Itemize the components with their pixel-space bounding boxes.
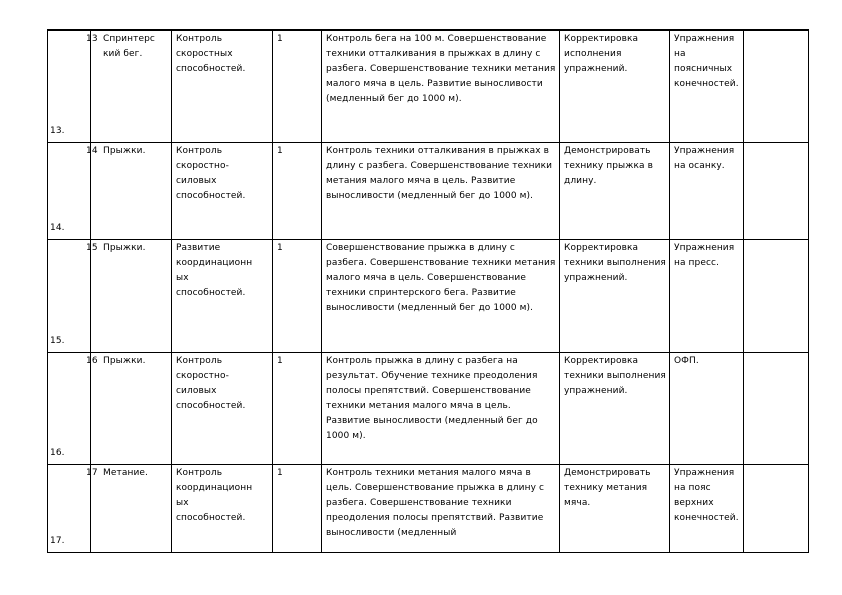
topic-cell xyxy=(86,352,172,464)
topic: Прыжки. xyxy=(103,242,146,253)
homework-cell: ОФП. xyxy=(670,352,744,464)
hours-cell: 1 xyxy=(273,30,322,142)
content-cell: Контроль бега на 100 м. Совершенствование техники отталкивания в прыжках в длину с разбега. Совершенствование техники метания малого мяча в цель. Развитие выносливости (медленный бег до 1000 м). xyxy=(322,30,560,142)
extra-cell xyxy=(744,142,809,239)
goal-cell: Контроль скоростно-силовых способностей. xyxy=(172,142,273,239)
content-cell: Контроль техники метания малого мяча в цель. Совершенствование прыжка в длину с разбега. Совершенствование техники преодоления полосы препятствий. Развитие выносливости (медленный xyxy=(322,464,560,552)
lesson-plan-table xyxy=(47,29,809,553)
lesson-number: 13 xyxy=(86,34,98,44)
hours-cell: 1 xyxy=(273,142,322,239)
lesson-number: 17 xyxy=(86,467,98,478)
row-number: 17. xyxy=(48,464,91,552)
correction-cell: Корректировка техники выполнения упражнений. xyxy=(560,239,670,352)
topic-cell xyxy=(86,30,172,142)
lesson-number: 16 xyxy=(86,355,98,366)
topic: Спринтерский бег. xyxy=(103,34,155,59)
correction-cell: Демонстрировать технику прыжка в длину. xyxy=(560,142,670,239)
table-row xyxy=(48,142,809,239)
extra-cell xyxy=(744,30,809,142)
hours-cell: 1 xyxy=(273,352,322,464)
table-row xyxy=(48,464,809,552)
table-row xyxy=(48,239,809,352)
content-cell: Контроль прыжка в длину с разбега на результат. Обучение технике преодоления полосы препятствий. Совершенствование техники метания малого мяча в цель. Развитие выносливости (медленный бег до 1000 м). xyxy=(322,352,560,464)
lesson-number: 14 xyxy=(86,145,98,156)
topic: Прыжки. xyxy=(103,355,146,366)
extra-cell xyxy=(744,239,809,352)
homework-cell: Упражнения на пояс верхних конечностей. xyxy=(670,464,744,552)
goal-cell: Развитие координационных способностей. xyxy=(172,239,273,352)
hours-cell: 1 xyxy=(273,239,322,352)
lesson-number: 15 xyxy=(86,242,98,253)
content-cell: Совершенствование прыжка в длину с разбега. Совершенствование техники метания малого мяча в цель. Совершенствование техники спринтерского бега. Развитие выносливости (медленный бег до 1000 м). xyxy=(322,239,560,352)
homework-cell: Упражнения на пресс. xyxy=(670,239,744,352)
table-row xyxy=(48,30,809,142)
topic-cell xyxy=(86,239,172,352)
correction-cell: Демонстрировать технику метания мяча. xyxy=(560,464,670,552)
hours-cell: 1 xyxy=(273,464,322,552)
goal-cell: Контроль координационных способностей. xyxy=(172,464,273,552)
row-number: 14. xyxy=(48,142,91,239)
content-cell: Контроль техники отталкивания в прыжках в длину с разбега. Совершенствование техники метания малого мяча в цель. Развитие выносливости (медленный бег до 1000 м). xyxy=(322,142,560,239)
row-number: 13. xyxy=(48,30,91,142)
goal-cell: Контроль скоростных способностей. xyxy=(172,30,273,142)
row-number: 16. xyxy=(48,352,91,464)
table-row xyxy=(48,352,809,464)
extra-cell xyxy=(744,352,809,464)
correction-cell: Корректировка исполнения упражнений. xyxy=(560,30,670,142)
topic: Прыжки. xyxy=(103,145,146,156)
homework-cell: Упражнения на осанку. xyxy=(670,142,744,239)
row-number: 15. xyxy=(48,239,91,352)
extra-cell xyxy=(744,464,809,552)
topic-cell xyxy=(86,142,172,239)
goal-cell: Контроль скоростно-силовых способностей. xyxy=(172,352,273,464)
topic: Метание. xyxy=(103,467,148,478)
correction-cell: Корректировка техники выполнения упражнений. xyxy=(560,352,670,464)
homework-cell: Упражнения на поясничных конечностей. xyxy=(670,30,744,142)
topic-cell xyxy=(86,464,172,552)
